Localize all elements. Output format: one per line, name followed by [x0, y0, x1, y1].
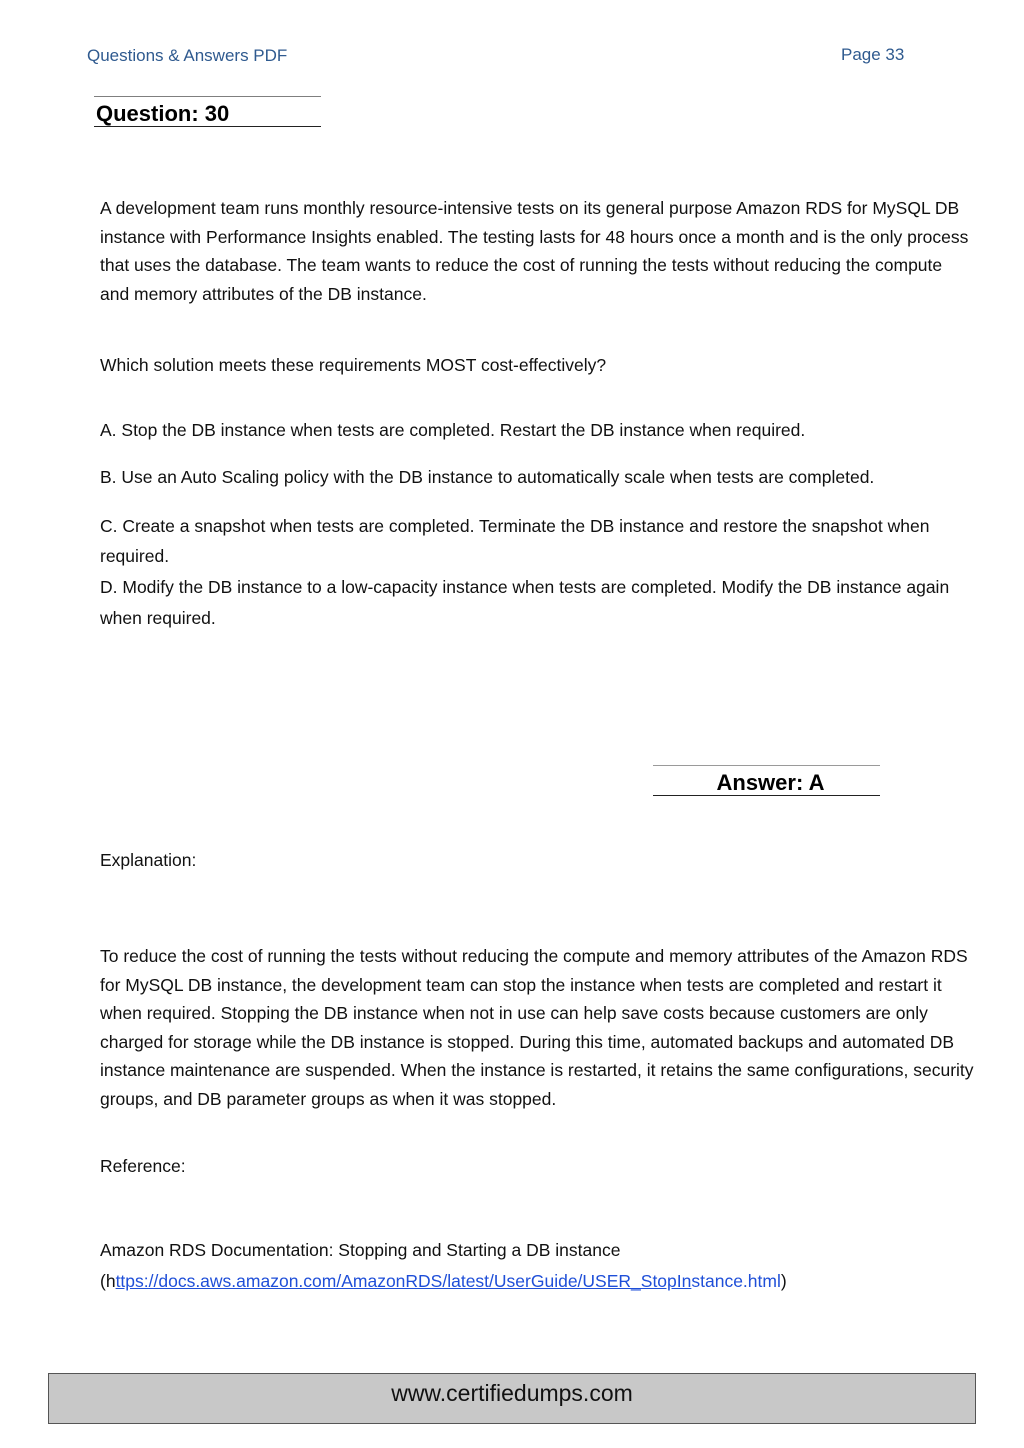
reference-title: Amazon RDS Documentation: Stopping and Starting a DB instance [100, 1240, 621, 1260]
explanation-label: Explanation: [100, 850, 197, 870]
reference-label: Reference: [100, 1156, 186, 1176]
footer-site-url: www.certifiedumps.com [391, 1380, 633, 1406]
answer-divider-top [653, 765, 880, 766]
option-a: A. Stop the DB instance when tests are completed. Restart the DB instance when required. [100, 420, 806, 440]
question-divider-top [94, 96, 321, 97]
answer-label: Answer: A [716, 770, 825, 795]
question-body: A development team runs monthly resource-intensive tests on its general purpose Amazon RDS for MySQL DB instance with Performance Insights enabled. The testing lasts for 48 hours once a month and is the only process that uses the database. The team wants to reduce the cost of running the tests without reducing the compute and memory attributes of the DB instance. [100, 198, 969, 304]
reference-link-tail[interactable]: stance.html [691, 1271, 781, 1291]
option-d: D. Modify the DB instance to a low-capacity instance when tests are completed. Modify the DB instance again when required. [100, 577, 950, 628]
question-divider-bottom [94, 126, 321, 127]
reference-link-line [100, 1267, 787, 1296]
question-title: Question: 30 [96, 101, 230, 126]
option-c: C. Create a snapshot when tests are completed. Terminate the DB instance and restore the snapshot when required. [100, 516, 930, 566]
header-title: Questions & Answers PDF [87, 46, 288, 65]
page-number: Page 33 [841, 45, 905, 64]
footer-banner [48, 1373, 976, 1424]
option-b: B. Use an Auto Scaling policy with the DB instance to automatically scale when tests are completed. [100, 467, 875, 487]
answer-divider-bottom [653, 795, 880, 796]
reference-open-paren: (h [100, 1271, 116, 1291]
explanation-body: To reduce the cost of running the tests without reducing the compute and memory attributes of the Amazon RDS for MySQL DB instance, the development team can stop the instance when tests are completed and restart it when required. Stopping the DB instance when not in use can help save costs because customers are only charged for storage while the DB instance is stopped. During this time, automated backups and automated DB instance maintenance are suspended. When the instance is restarted, it retains the same configurations, security groups, and DB parameter groups as when it was stopped. [100, 946, 974, 1109]
reference-link[interactable]: ttps://docs.aws.amazon.com/AmazonRDS/latest/UserGuide/USER_StopIn [115, 1271, 692, 1291]
question-prompt: Which solution meets these requirements MOST cost-effectively? [100, 355, 607, 375]
reference-close-paren: ) [780, 1271, 787, 1291]
